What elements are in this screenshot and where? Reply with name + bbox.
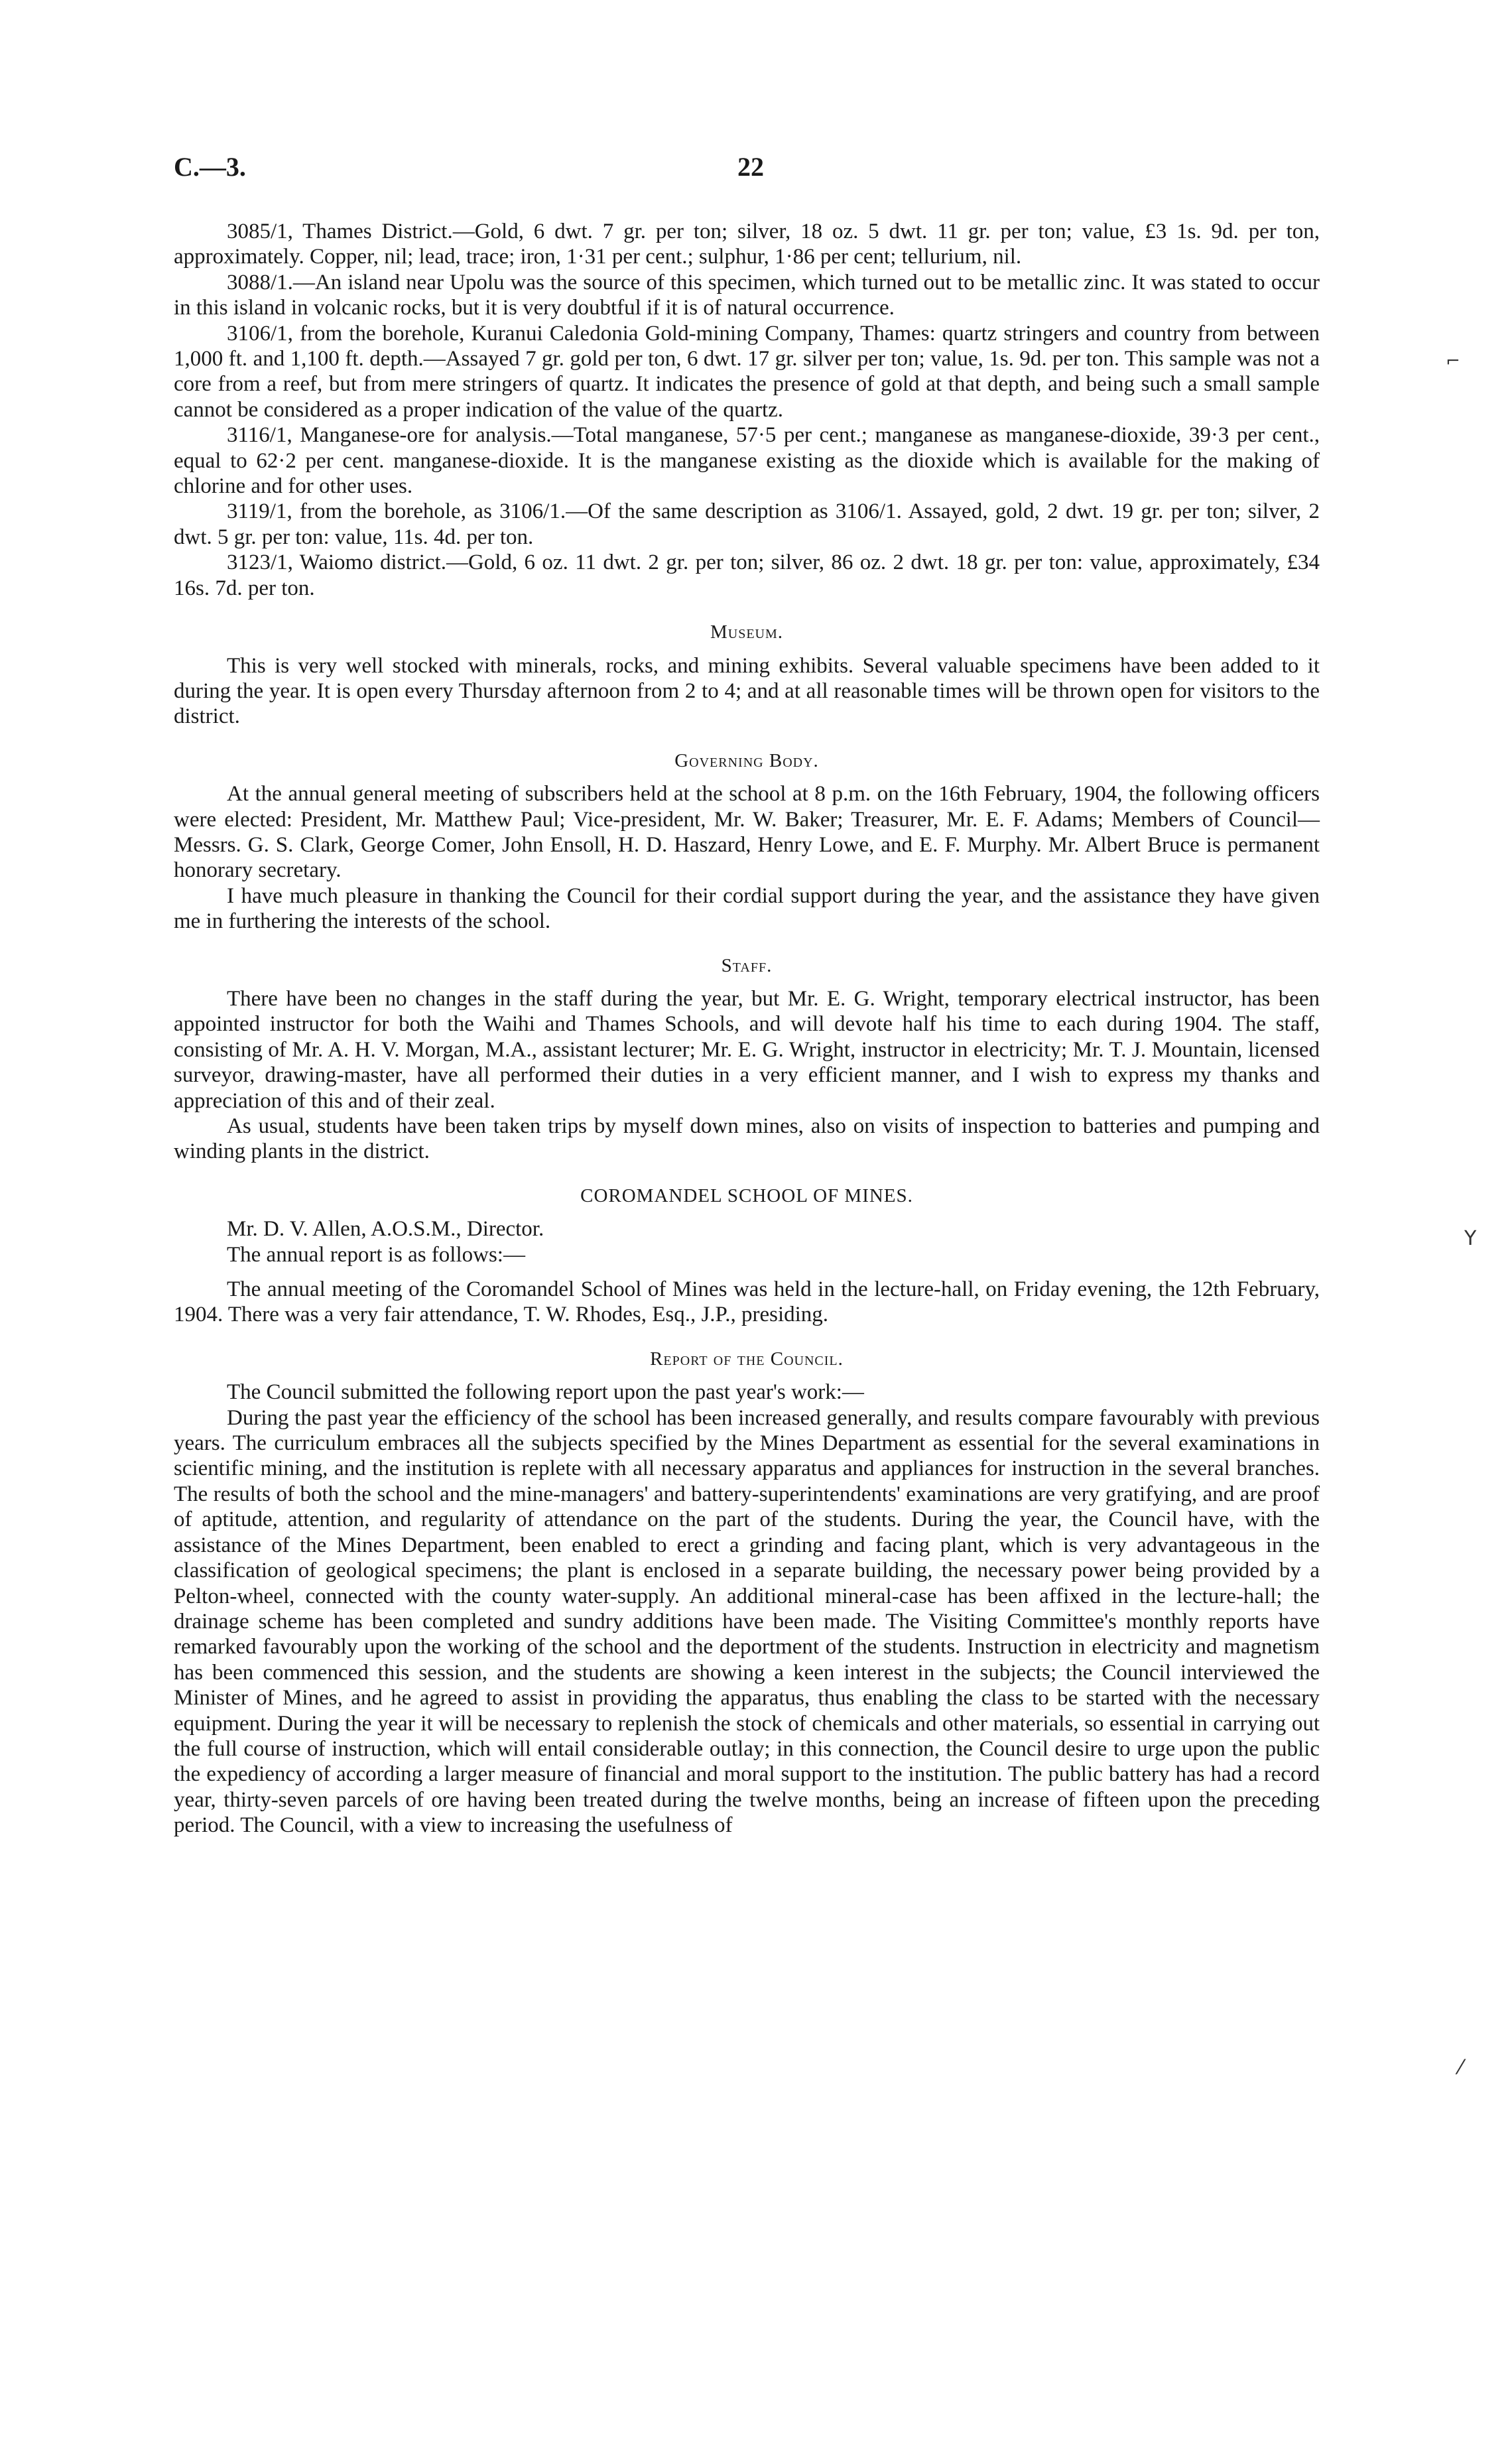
governing-body-heading: Governing Body. [674, 749, 819, 771]
margin-mark-icon: Y [1464, 1227, 1477, 1250]
document-code: C.—3. [174, 152, 246, 182]
staff-paragraph: There have been no changes in the staff during the year, but Mr. E. G. Wright, temporary electrical instructor, has been appointed instructor for both the Waihi and Thames Schools, and will devote half his time to each during 1904. The staff, consisting of Mr. A. H. V. Morgan, M.A., assistant lecturer; Mr. E. G. Wright, instructor in electricity; Mr. T. J. Mountain, licensed surveyor, drawing-master, have all performed their duties in a very efficient manner, and I wish to express my thanks and appreciation of this and of their zeal. [174, 986, 1320, 1113]
assay-entry: 3088/1.—An island near Upolu was the source of this specimen, which turned out to be metallic zinc. It was stated to occur in this island in volcanic rocks, but it is very doubtful if it is of natural occurrence. [174, 270, 1320, 320]
margin-mark-icon: ⌐ [1446, 352, 1460, 371]
coromandel-heading: COROMANDEL SCHOOL OF MINES. [580, 1185, 913, 1206]
assay-entry: 3119/1, from the borehole, as 3106/1.—Of the same description as 3106/1. Assayed, gold, 2 dwt. 19 gr. per ton; silver, 2 dwt. 5 gr. per ton: value, 11s. 4d. per ton. [174, 499, 1320, 549]
council-report-paragraph: During the past year the efficiency of the school has been increased generally, and results compare favourably with previous years. The curriculum embraces all the subjects specified by the Mines Department as essential for the several examinations in scientific mining, and the institution is replete with all necessary apparatus and appliances for instruction in the several branches. The results of both the school and the mine-managers' and battery-superintendents' examinations are very gratifying, and are proof of aptitude, attention, and regularity of attendance on the part of the students. During the year, the Council have, with the assistance of the Mines Department, been enabled to erect a grinding and facing plant, which is very advantageous in the classification of geological specimens; the plant is enclosed in a separate building, the necessary power being provided by a Pelton-wheel, connected with the county water-supply. An additional mineral-case has been affixed in the lecture-hall; the drainage scheme has been completed and sundry additions have been made. The Visiting Committee's monthly reports have remarked favourably upon the working of the school and the deportment of the students. Instruction in electricity and magnetism has been commenced this session, and the students are showing a keen interest in the subjects; the Council interviewed the Minister of Mines, and he agreed to assist in providing the apparatus, thus enabling the class to be started with the necessary equipment. During the year it will be necessary to replenish the stock of chemicals and other materials, so essential in carrying out the full course of instruction, which will entail considerable outlay; in this connection, the Council desire to urge upon the public the expediency of according a larger measure of financial and moral support to the institution. The public battery has had a record year, thirty-seven parcels of ore having been treated during the twelve months, being an increase of fifteen upon the preceding period. The Council, with a view to increasing the usefulness of [174, 1405, 1320, 1838]
page-number: 22 [737, 152, 764, 182]
museum-heading: Museum. [710, 621, 784, 643]
page-body [174, 219, 1320, 1838]
council-report-intro: The Council submitted the following report upon the past year's work:— [227, 1380, 864, 1405]
margin-mark-icon: ⁄ [1459, 2056, 1463, 2079]
council-report-heading: Report of the Council. [650, 1348, 844, 1370]
governing-body-paragraph: At the annual general meeting of subscribers held at the school at 8 p.m. on the 16th February, 1904, the following officers were elected: President, Mr. Matthew Paul; Vice-president, Mr. W. Baker; Treasurer, Mr. E. F. Adams; Members of Council—Messrs. G. S. Clark, George Comer, John Ensoll, H. D. Haszard, Henry Lowe, and E. F. Murphy. Mr. Albert Bruce is permanent honorary secretary. [174, 782, 1320, 883]
annual-meeting-paragraph: The annual meeting of the Coromandel School of Mines was held in the lecture-hall, on Friday evening, the 12th February, 1904. There was a very fair attendance, T. W. Rhodes, Esq., J.P., presiding. [174, 1277, 1320, 1327]
assay-entry: 3123/1, Waiomo district.—Gold, 6 oz. 11 dwt. 2 gr. per ton; silver, 86 oz. 2 dwt. 18 gr. per ton: value, approximately, £34 16s. 7d. per ton. [174, 550, 1320, 600]
director-line: Mr. D. V. Allen, A.O.S.M., Director. [227, 1217, 544, 1242]
museum-paragraph: This is very well stocked with minerals, rocks, and mining exhibits. Several valuable specimens have been added to it during the year. It is open every Thursday afternoon from 2 to 4; and at all reasonable times will be thrown open for visitors to the district. [174, 653, 1320, 729]
staff-paragraph: As usual, students have been taken trips by myself down mines, also on visits of inspection to batteries and pumping and winding plants in the district. [174, 1114, 1320, 1164]
governing-body-paragraph: I have much pleasure in thanking the Council for their cordial support during the year, and the assistance they have given me in furthering the interests of the school. [174, 883, 1320, 934]
assay-entry: 3106/1, from the borehole, Kuranui Caledonia Gold-mining Company, Thames: quartz stringers and country from between 1,000 ft. and 1,100 ft. depth.—Assayed 7 gr. gold per ton, 6 dwt. 17 gr. silver per ton; value, 1s. 9d. per ton. This sample was not a core from a reef, but from mere stringers of quartz. It indicates the presence of gold at that depth, and being such a small sample cannot be considered as a proper indication of the value of the quartz. [174, 321, 1320, 422]
staff-heading: Staff. [721, 954, 773, 976]
page-header [174, 151, 1328, 191]
assay-entry: 3116/1, Manganese-ore for analysis.—Total manganese, 57·5 per cent.; manganese as manganese-dioxide, 39·3 per cent., equal to 62·2 per cent. manganese-dioxide. It is the manganese existing as the dioxide which is available for the making of chlorine and for other uses. [174, 423, 1320, 499]
assay-entry: 3085/1, Thames District.—Gold, 6 dwt. 7 gr. per ton; silver, 18 oz. 5 dwt. 11 gr. per ton; value, £3 1s. 9d. per ton, approximately. Copper, nil; lead, trace; iron, 1·31 per cent.; sulphur, 1·86 per cent; tellurium, nil. [174, 220, 1320, 269]
report-intro-line: The annual report is as follows:— [227, 1242, 525, 1267]
